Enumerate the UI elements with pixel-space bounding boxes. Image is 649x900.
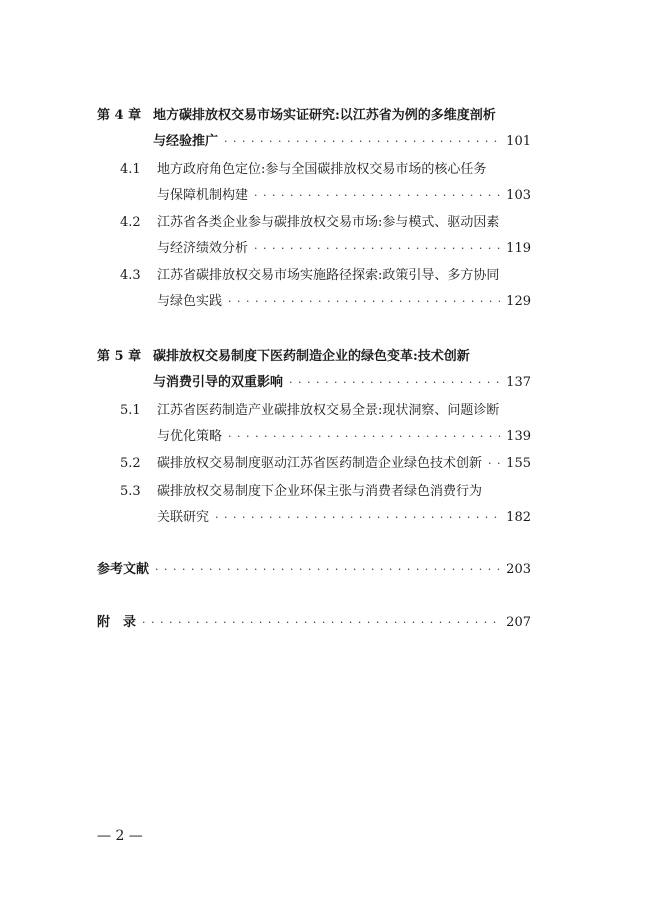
- chapter-5-title-cont: 与消费引导的双重影响: [153, 375, 284, 390]
- section-page: 182: [506, 510, 531, 525]
- section-title: 碳排放权交易制度下企业环保主张与消费者绿色消费行为: [157, 484, 483, 499]
- section-title-cont: 与优化策略: [157, 429, 223, 444]
- chapter-4-title-cont: 与经验推广: [153, 134, 219, 149]
- section-5-2-line1: [120, 451, 531, 477]
- section-5-3-line2: [120, 505, 531, 531]
- dot-leader: [142, 610, 500, 636]
- section-number: 4.1: [120, 162, 141, 177]
- appendix-line: [97, 610, 531, 636]
- chapter-5-title-line2: [97, 370, 531, 396]
- appendix-label: 附 录: [97, 615, 137, 630]
- section-5-1-entry[interactable]: [120, 398, 531, 450]
- references-line: [97, 557, 531, 583]
- section-4-3-line1: [120, 263, 531, 289]
- section-4-3-entry[interactable]: [120, 263, 531, 315]
- section-4-2-line1: [120, 210, 531, 236]
- dot-leader: [155, 557, 500, 583]
- dot-leader: [215, 505, 500, 531]
- section-5-1-line1: [120, 398, 531, 424]
- section-title-cont: 与保障机制构建: [157, 188, 249, 203]
- section-title: 碳排放权交易制度驱动江苏省医药制造企业绿色技术创新: [157, 456, 483, 471]
- chapter-4-title-line1: [97, 103, 531, 129]
- dot-leader: [228, 289, 500, 315]
- chapter-5-label: 第 5 章: [97, 349, 142, 364]
- section-number: 4.2: [120, 215, 141, 230]
- section-number: 5.3: [120, 484, 141, 499]
- chapter-4-title-line2: [97, 129, 531, 155]
- section-5-2-entry[interactable]: [120, 451, 531, 477]
- chapter-4-title: 地方碳排放权交易市场实证研究:以江苏省为例的多维度剖析: [153, 108, 496, 123]
- dot-leader: [254, 183, 500, 209]
- section-title: 江苏省各类企业参与碳排放权交易市场:参与模式、驱动因素: [157, 215, 500, 230]
- section-4-2-line2: [120, 236, 531, 262]
- section-title-cont: 与绿色实践: [157, 294, 223, 309]
- references-label: 参考文献: [97, 562, 150, 577]
- dot-leader: [224, 129, 500, 155]
- dot-leader: [488, 451, 500, 477]
- chapter-5-title: 碳排放权交易制度下医药制造企业的绿色变革:技术创新: [153, 349, 470, 364]
- section-page: 155: [506, 456, 531, 471]
- section-page: 119: [506, 241, 531, 256]
- dot-leader: [254, 236, 500, 262]
- section-page: 139: [506, 429, 531, 444]
- section-title-cont: 与经济绩效分析: [157, 241, 249, 256]
- page-number: — 2 —: [97, 828, 143, 844]
- dot-leader: [289, 370, 500, 396]
- section-5-1-line2: [120, 424, 531, 450]
- section-number: 4.3: [120, 268, 141, 283]
- chapter-4-label: 第 4 章: [97, 108, 142, 123]
- section-title: 江苏省医药制造产业碳排放权交易全景:现状洞察、问题诊断: [157, 403, 500, 418]
- section-title: 江苏省碳排放权交易市场实施路径探索:政策引导、多方协同: [157, 268, 500, 283]
- chapter-5-title-line1: [97, 344, 531, 370]
- appendix-page: 207: [506, 615, 531, 630]
- section-4-2-entry[interactable]: [120, 210, 531, 262]
- references-entry[interactable]: [97, 557, 531, 583]
- section-page: 103: [506, 188, 531, 203]
- section-number: 5.2: [120, 456, 141, 471]
- section-title: 地方政府角色定位:参与全国碳排放权交易市场的核心任务: [157, 162, 487, 177]
- section-4-1-line2: [120, 183, 531, 209]
- section-5-3-line1: [120, 479, 531, 505]
- chapter-4-page: 101: [506, 134, 531, 149]
- section-page: 129: [506, 294, 531, 309]
- references-page: 203: [506, 562, 531, 577]
- chapter-4-entry[interactable]: [97, 103, 531, 155]
- section-title-cont: 关联研究: [157, 510, 210, 525]
- chapter-5-entry[interactable]: [97, 344, 531, 396]
- appendix-entry[interactable]: [97, 610, 531, 636]
- section-5-3-entry[interactable]: [120, 479, 531, 531]
- chapter-5-page: 137: [506, 375, 531, 390]
- section-4-1-entry[interactable]: [120, 157, 531, 209]
- section-4-1-line1: [120, 157, 531, 183]
- section-4-3-line2: [120, 289, 531, 315]
- dot-leader: [228, 424, 500, 450]
- section-number: 5.1: [120, 403, 141, 418]
